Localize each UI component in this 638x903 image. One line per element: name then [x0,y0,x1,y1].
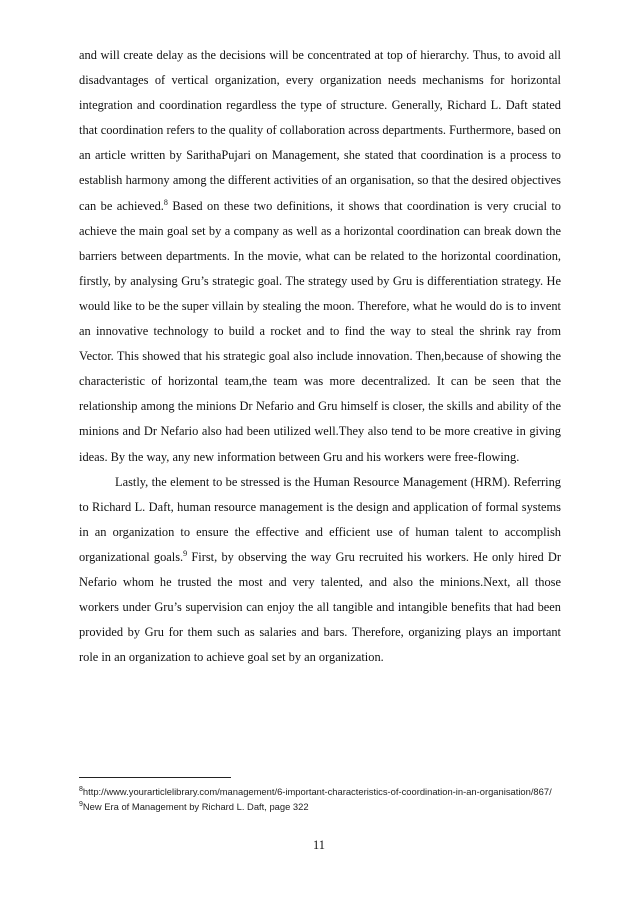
footnote-9 [79,799,561,814]
paragraph-coordination [79,43,561,470]
footnotes [79,784,561,814]
footnote-8-mark: 8 [79,785,83,793]
footnote-ref-8: 8 [163,197,168,207]
paragraph-1-text-a: and will create delay as the decisions will be concentrated at top of hierarchy. Thus, to avoid all disadvantages of vertical organization, every organization needs mechanisms for horizontal integration and coordination regardless the type of structure. Generally, Richard L. Daft stated that coordination refers to the quality of collaboration across departments. Furthermore, based on an article written by SarithaPujari on Management, she stated that coordination is a process to establish harmony among the different activities of an organisation, so that the desired objectives can be achieved. [79,48,561,213]
footnote-8 [79,784,561,799]
footnote-9-mark: 9 [79,800,83,808]
page-number: 11 [313,838,325,852]
footnote-ref-9: 9 [183,548,188,558]
paragraph-2-text-b: First, by observing the way Gru recruited his workers. He only hired Dr Nefario whom he trusted the most and very talented, and also the minions.Next, all those workers under Gru’s supervision can enjoy the all tangible and intangible benefits that had been provided by Gru for them such as salaries and bars. Therefore, organizing plays an important role in an organization to achieve goal set by an organization. [79,549,562,665]
paragraph-1-text-b: Based on these two definitions, it shows that coordination is very crucial to achieve the main goal set by a company as well as a horizontal coordination can break down the barriers between departments. In the movie, what can be related to the horizontal coordination, firstly, by analysing Gru’s strategic goal. The strategy used by Gru is differentiation strategy. He would like to be the super villain by stealing the moon. Therefore, what he would do is to invent an innovative technology to build a rocket and to find the way to steal the shrink ray from Vector. This showed that his strategic goal also include innovation. Then,because of showing the characteristic of horizontal team,the team was more decentralized. It can be seen that the relationship among the minions Dr Nefario and Gru himself is closer, the skills and ability of the minions and Dr Nefario also had been utilized well.They also tend to be more creative in giving ideas. By the way, any new information between Gru and his workers were free-flowing. [79,198,562,464]
footnote-8-link[interactable]: http://www.yourarticlelibrary.com/management/6-important-characteristics-of-coordination-in-an-organisation/867/ [82,786,552,797]
footnote-9-text: New Era of Management by Richard L. Daft, page 322 [82,801,309,812]
footnote-separator [79,777,231,778]
paragraph-2-text-a: Lastly, the element to be stressed is the Human Resource Management (HRM). Referring to Richard L. Daft, human resource management is the design and application of formal systems in an organization to ensure the effective and efficient use of human talent to accomplish organizational goals. [79,474,561,564]
paragraph-hrm [79,470,561,671]
body-text [79,43,561,670]
